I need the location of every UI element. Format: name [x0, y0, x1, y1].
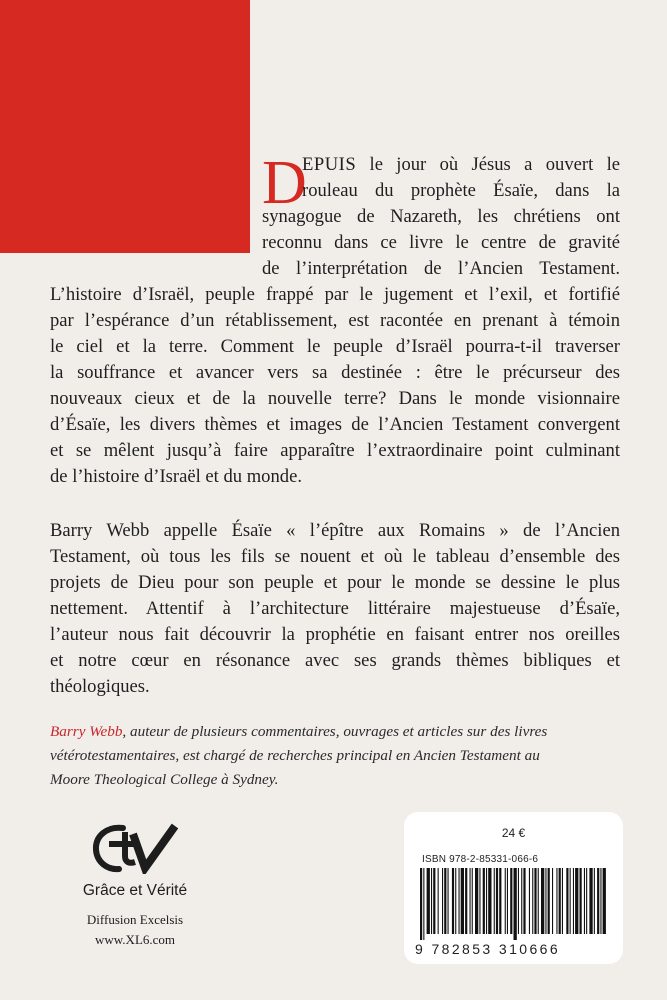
barcode-stripe [552, 868, 553, 934]
barcode-stripe [455, 868, 456, 934]
barcode-stripe [472, 868, 473, 934]
barcode-bars [418, 868, 610, 940]
barcode-stripe [423, 868, 424, 940]
barcode-stripe [589, 868, 592, 934]
description-line-7: par l’espérance d’un rétablissement, est racontée en prenant à témoin [50, 310, 620, 331]
barcode-stripe [532, 868, 533, 934]
barcode-stripe [518, 868, 519, 934]
barcode-stripe [483, 868, 485, 934]
description-line-20: théologiques. [50, 676, 150, 697]
first-word-smallcaps: EPUIS [302, 154, 357, 175]
bio-line-1-text: , auteur de plusieurs commentaires, ouvrages et articles sur des livres [122, 723, 548, 740]
publisher-block [60, 822, 210, 948]
barcode-stripe [573, 868, 574, 934]
description-line-8: le ciel et la terre. Comment le peuple d’Israël pourra-t-il traverser [50, 336, 620, 357]
description-line-1 [302, 152, 620, 178]
description-line-12: et se mêlent jusqu’à faire apparaître l’extraordinaire point culminant [50, 440, 620, 461]
description-line-17: nettement. Attentif à l’architecture littéraire majestueuse d’Ésaïe, [50, 598, 620, 619]
description-line-1-text: le jour où Jésus a ouvert le [369, 154, 620, 175]
barcode-stripe [494, 868, 495, 934]
barcode-stripe [521, 868, 522, 934]
website-text: www.XL6.com [94, 932, 176, 947]
barcode-stripe [600, 868, 601, 934]
barcode-stripe [541, 868, 544, 934]
barcode-stripe [507, 868, 508, 934]
barcode-stripe [427, 868, 430, 934]
description-line-4: reconnu dans ce livre le centre de gravité [262, 232, 620, 253]
barcode-stripe [575, 868, 578, 934]
bio-line-2: vétérotestamentaires, est chargé de recherches principal en Ancien Testament au [50, 747, 540, 764]
barcode-stripe [570, 868, 571, 934]
description-line-9: la souffrance et avancer vers sa destinée : être le précurseur des [50, 362, 620, 383]
description-line-10: nouveaux cieux et de la nouvelle terre? Dans le monde visionnaire [50, 388, 620, 409]
barcode-stripe [529, 868, 530, 934]
barcode-stripe [496, 868, 498, 934]
barcode-stripe [470, 868, 471, 934]
barcode-stripe [584, 868, 585, 934]
barcode-stripe [562, 868, 563, 934]
grace-et-verite-logo-icon [89, 822, 181, 874]
bio-line-3: Moore Theological College à Sydney. [50, 771, 279, 788]
barcode-stripe [505, 868, 506, 934]
description-line-11: d’Ésaïe, les divers thèmes et images de l’Ancien Testament convergent [50, 414, 620, 435]
description-line-2: rouleau du prophète Ésaïe, dans la [302, 180, 620, 201]
description-line-13: de l’histoire d’Israël et du monde. [50, 466, 302, 487]
barcode-stripe [586, 868, 587, 934]
barcode-stripe [488, 868, 491, 934]
barcode-stripe [597, 868, 599, 934]
description-line-19: et notre cœur en résonance avec ses grands thèmes bibliques et [50, 650, 620, 671]
description-line-18: l’auteur nous fait découvrir la prophétie en faisant entrer nos oreilles [50, 624, 620, 645]
barcode-stripe [486, 868, 487, 934]
barcode-stripe [431, 868, 432, 934]
description-line-14: Barry Webb appelle Ésaïe « l’épître aux Romains » de l’Ancien [50, 520, 620, 541]
price-label: 24 € [501, 826, 526, 840]
barcode-stripe [523, 868, 525, 934]
barcode-stripe [438, 868, 439, 934]
barcode-stripe [420, 868, 422, 940]
barcode-stripe [514, 868, 517, 940]
barcode-stripe [594, 868, 595, 934]
barcode-stripe [545, 868, 546, 934]
barcode-stripe [479, 868, 480, 934]
barcode-stripe [548, 868, 550, 934]
description-line-6: L’histoire d’Israël, peuple frappé par le jugement et l’exil, et fortifié [50, 284, 620, 305]
barcode-stripe [566, 868, 568, 934]
barcode-stripe [538, 868, 539, 934]
barcode-stripe [465, 868, 467, 934]
barcode-stripe [475, 868, 478, 934]
publisher-name: Grâce et Vérité [82, 882, 188, 899]
barcode-stripe [603, 868, 606, 934]
barcode-panel [404, 812, 623, 964]
barcode-stripe [559, 868, 561, 934]
bio-line-1 [50, 720, 620, 744]
description-line-5: de l’interprétation de l’Ancien Testament. [262, 258, 620, 279]
barcode-stripe [448, 868, 449, 934]
isbn-label: ISBN 978-2-85331-066-6 [422, 854, 539, 865]
barcode-stripe [499, 868, 501, 934]
barcode-stripe [442, 868, 443, 934]
distribution-text: Diffusion Excelsis [86, 912, 184, 927]
barcode-stripe [461, 868, 464, 934]
description-line-16: projets de Dieu pour son peuple et pour le monde se dessine le plus [50, 572, 620, 593]
barcode-digits: 9 782853 310666 [415, 941, 560, 957]
barcode-stripe [444, 868, 446, 934]
barcode-stripe [459, 868, 460, 934]
description-line-3: synagogue de Nazareth, les chrétiens ont [262, 206, 620, 227]
barcode-stripe [534, 868, 536, 934]
drop-cap-letter: D [262, 149, 307, 217]
barcode-stripe [580, 868, 582, 934]
barcode-stripe [556, 868, 557, 934]
author-name: Barry Webb [50, 723, 123, 740]
barcode-stripe [433, 868, 435, 934]
barcode-stripe [510, 868, 512, 934]
author-bio [50, 720, 620, 792]
barcode-stripe [452, 868, 454, 934]
description-line-15: Testament, où tous les fils se nouent et où le tableau d’ensemble des [50, 546, 620, 567]
